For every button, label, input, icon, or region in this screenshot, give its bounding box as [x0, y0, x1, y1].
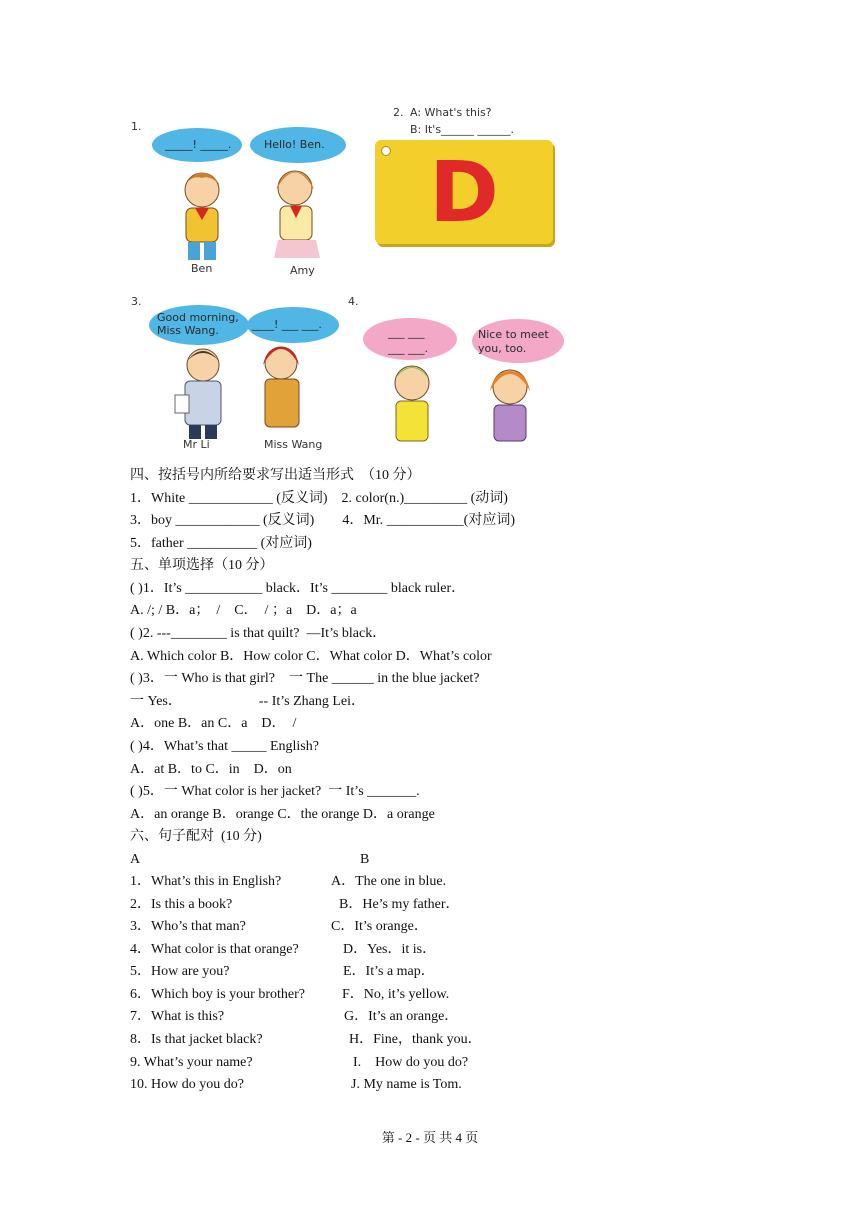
picture-3-number: 3.: [131, 295, 142, 308]
options-line: A．at B．to C．in D．on: [130, 762, 292, 777]
matching-header-b: B: [360, 852, 370, 867]
matching-b-item: G．It’s an orange．: [344, 1009, 459, 1024]
picture-4-left-bubble-line-1: ___ ___: [388, 326, 425, 339]
picture-4-number: 4.: [348, 295, 359, 308]
matching-a-item: 1．What’s this in English?: [130, 874, 282, 889]
question-line: ( )2. ---________ is that quilt? —It’s black．: [130, 626, 387, 641]
matching-b-item: A．The one in blue.: [331, 874, 447, 889]
matching-b-item: E．It’s a map．: [343, 964, 435, 979]
matching-header-a: A: [130, 852, 141, 867]
picture-2-line-a: A: What's this?: [410, 106, 492, 119]
picture-1-name-amy: Amy: [290, 264, 315, 277]
matching-b-item: H．Fine，thank you．: [349, 1032, 482, 1047]
picture-1-number: 1.: [131, 120, 142, 133]
question-line: ( )3．一 Who is that girl? 一 The ______ in the blue jacket?: [130, 671, 480, 686]
options-line: A. Which color B．How color C．What color D．What’s color: [130, 649, 492, 664]
question-line: ( )1．It’s ___________ black．It’s ________ black ruler．: [130, 581, 466, 596]
picture-2-number: 2.: [393, 106, 404, 119]
options-line: A．an orange B．orange C．the orange D．a orange: [130, 807, 435, 822]
section-5-heading: 五、单项选择（10 分）: [130, 558, 274, 573]
exercise-line: 1．White ____________ (反义词) 2. color(n.)_________ (动词): [130, 491, 508, 506]
options-line: A. /; / B．a； / C． / ；a D．a；a: [130, 603, 357, 618]
picture-3-right-bubble: ____! ___ ___.: [252, 318, 322, 331]
exercise-line: 5．father __________ (对应词): [130, 536, 312, 551]
question-line: ( )5．一 What color is her jacket? 一 It’s _______.: [130, 784, 420, 799]
picture-3-left-bubble-line-1: Good morning,: [157, 311, 239, 324]
matching-b-item: D．Yes．it is．: [343, 942, 437, 957]
letter-card: [375, 140, 553, 244]
section-6-heading: 六、句子配对 (10 分): [130, 829, 262, 844]
picture-4-right-bubble-line-2: you, too.: [478, 342, 527, 355]
matching-b-item: B．He’s my father．: [339, 897, 460, 912]
matching-a-item: 4．What color is that orange?: [130, 942, 299, 957]
picture-4-right-bubble-line-1: Nice to meet: [478, 328, 549, 341]
matching-a-item: 7．What is this?: [130, 1009, 225, 1024]
picture-4-left-bubble-line-2: ___ ___.: [388, 342, 428, 355]
matching-a-item: 8．Is that jacket black?: [130, 1032, 263, 1047]
matching-b-item: F．No, it’s yellow.: [342, 987, 450, 1002]
picture-3-left-bubble-line-2: Miss Wang.: [157, 324, 219, 337]
matching-a-item: 5．How are you?: [130, 964, 230, 979]
matching-b-item: J. My name is Tom.: [351, 1077, 462, 1092]
matching-b-item: C．It’s orange．: [331, 919, 428, 934]
matching-b-item: I. How do you do?: [353, 1055, 469, 1070]
picture-1-left-bubble: _____! _____.: [165, 138, 232, 151]
exercise-line: 3．boy ____________ (反义词) 4．Mr. ___________(对应词): [130, 513, 515, 528]
matching-a-item: 6．Which boy is your brother?: [130, 987, 305, 1002]
picture-3-name-mr-li: Mr Li: [183, 438, 210, 451]
question-line: ( )4．What’s that _____ English?: [130, 739, 319, 754]
page-footer: 第 - 2 - 页 共 4 页: [381, 1130, 479, 1145]
matching-a-item: 9. What’s your name?: [130, 1055, 253, 1070]
picture-1-right-bubble: Hello! Ben.: [264, 138, 325, 151]
options-line: A．one B．an C．a D． /: [130, 716, 297, 731]
matching-a-item: 10. How do you do?: [130, 1077, 244, 1092]
matching-a-item: 2．Is this a book?: [130, 897, 233, 912]
section-4-heading: 四、按括号内所给要求写出适当形式 （10 分）: [130, 468, 421, 483]
picture-2-line-b: B: It's______ ______.: [410, 123, 515, 136]
matching-a-item: 3．Who’s that man?: [130, 919, 246, 934]
card-letter: D: [429, 143, 499, 241]
picture-3-name-miss-wang: Miss Wang: [264, 438, 323, 451]
question-line: 一 Yes． -- It’s Zhang Lei．: [130, 694, 366, 709]
picture-1-name-ben: Ben: [191, 262, 213, 275]
